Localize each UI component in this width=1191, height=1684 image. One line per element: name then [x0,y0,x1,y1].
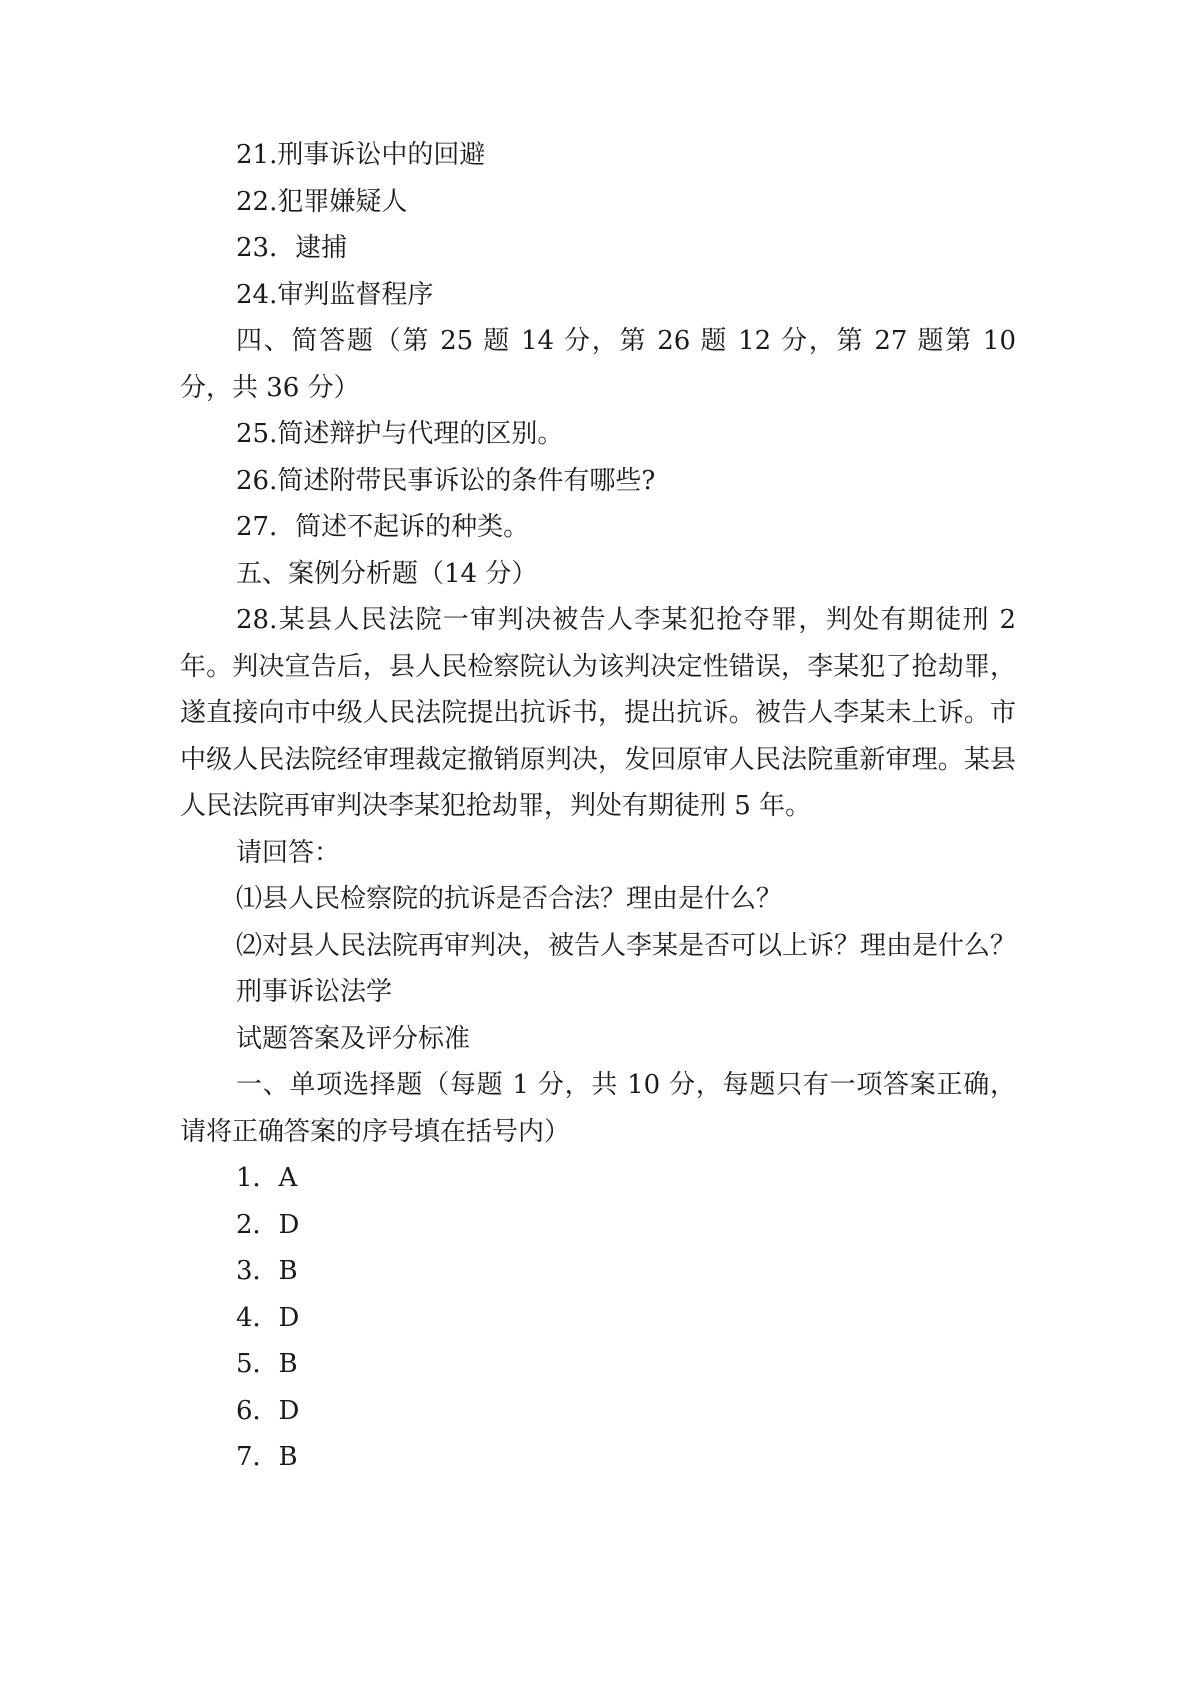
question-21: 21.刑事诉讼中的回避 [236,140,486,170]
question-22: 22.犯罪嫌疑人 [236,186,408,217]
case-subquestion-1: ⑴县人民检察院的抗诉是否合法？理由是什么？ [236,884,783,914]
case-prompt: 请回答： [236,837,341,868]
answer-section-heading-single-choice: 一、单项选择题（每题 1 分，共 10 分，每题只有一项答案正确，请将正确答案的序号填在括号内） [180,1070,1016,1147]
question-24: 24.审判监督程序 [236,279,434,310]
answer-5: 5．B [236,1349,298,1379]
case-subquestion-2: ⑵对县人民法院再审判决，被告人李某是否可以上诉？理由是什么？ [236,930,1017,961]
answer-7: 7．B [236,1442,298,1472]
section-heading-case-analysis: 五、案例分析题（14 分） [236,558,538,589]
question-25: 25.简述辩护与代理的区别。 [236,419,564,449]
question-26: 26.简述附带民事诉讼的条件有哪些? [236,465,656,496]
question-23: 23．逮捕 [236,233,348,263]
answer-6: 6．D [236,1395,300,1426]
question-27: 27．简述不起诉的种类。 [236,512,530,542]
answer-key-subject: 刑事诉讼法学 [236,977,393,1007]
answer-4: 4．D [236,1302,300,1333]
answer-2: 2．D [236,1209,300,1240]
answer-key-title: 试题答案及评分标准 [236,1023,471,1054]
section-heading-short-answer: 四、简答题（第 25 题 14 分，第 26 题 12 分，第 27 题第 10 分，共 36 分） [180,326,1016,403]
answer-1: 1．A [236,1163,298,1193]
document-body [180,132,1016,1481]
question-28-case: 28.某县人民法院一审判决被告人李某犯抢夺罪，判处有期徒刑 2 年。判决宣告后，县人民检察院认为该判决定性错误，李某犯了抢劫罪，遂直接向市中级人民法院提出抗诉书，提出抗诉。被告人李某未上诉。市中级人民法院经审理裁定撤销原判决，发回原审人民法院重新审理。某县人民法院再审判决李某犯抢劫罪，判处有期徒刑 5 年。 [180,605,1016,821]
answer-3: 3．B [236,1256,298,1286]
